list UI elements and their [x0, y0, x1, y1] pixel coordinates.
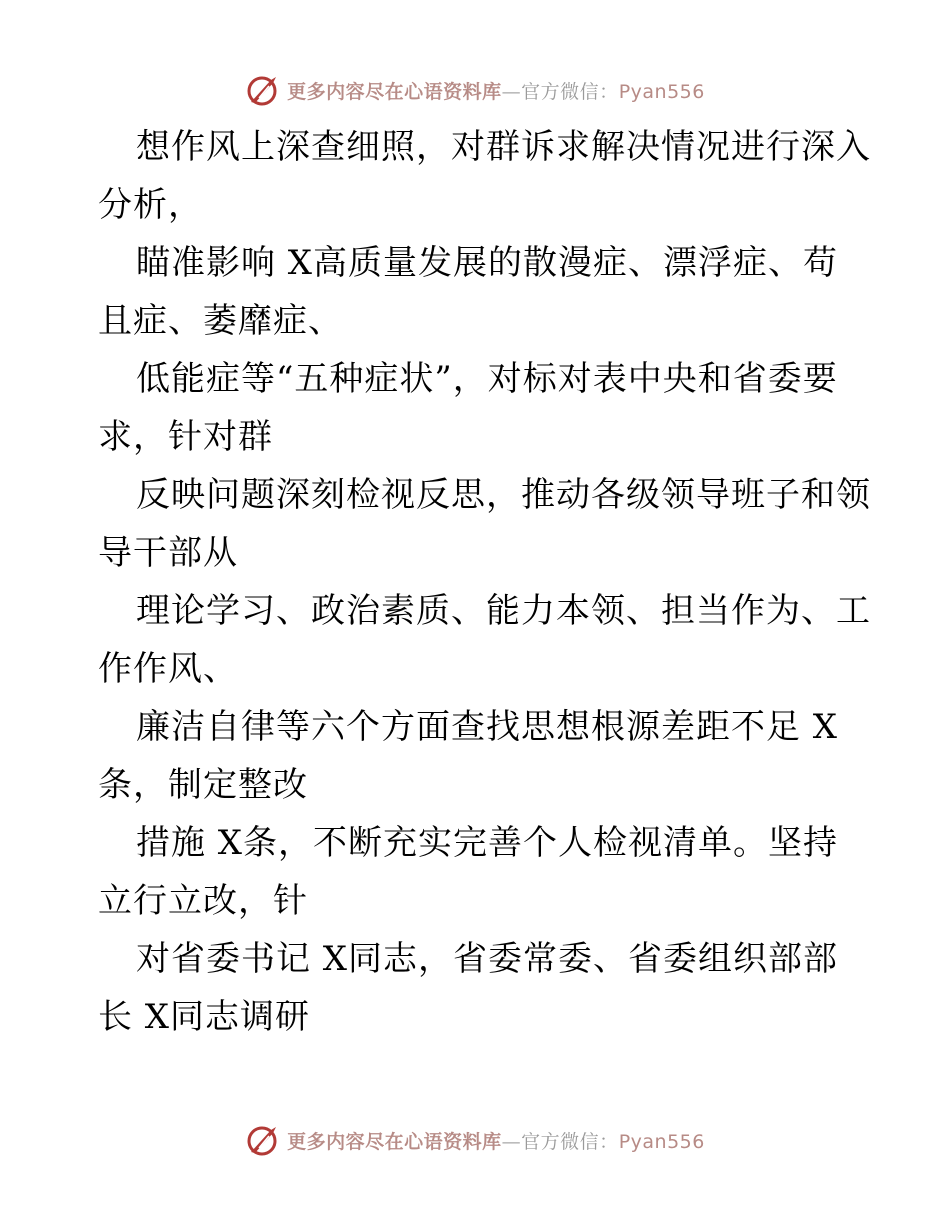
paragraph	[98, 582, 871, 698]
paragraph-continuation: 求，针对群	[98, 417, 273, 457]
paragraph-continuation: 立行立改，针	[98, 881, 308, 921]
paragraph	[98, 234, 858, 350]
paragraph-line: 措施 X条，不断充实完善个人检视清单。坚持	[136, 823, 839, 863]
paragraph-continuation: 长 X同志调研	[98, 997, 311, 1037]
paragraph-line: 想作风上深查细照，对群诉求解决情况进行深入	[136, 127, 871, 167]
paragraph-continuation: 分析，	[98, 185, 203, 225]
paragraph	[98, 814, 858, 930]
footer-watermark	[0, 1120, 950, 1160]
paragraph	[98, 930, 858, 1046]
header-watermark	[0, 70, 950, 110]
paragraph-continuation: 作作风、	[98, 649, 238, 689]
quill-pen-logo-icon	[245, 72, 281, 108]
paragraph	[98, 466, 871, 582]
watermark-official: 官方微信：	[521, 1130, 619, 1153]
paragraph	[98, 350, 858, 466]
paragraph-line: 廉洁自律等六个方面查找思想根源差距不足 X	[136, 707, 839, 747]
paragraph-continuation: 条，制定整改	[98, 765, 308, 805]
watermark-official: 官方微信：	[521, 80, 619, 103]
paragraph-continuation: 且症、萎靡症、	[98, 301, 343, 341]
document-body	[98, 118, 871, 1046]
paragraph-line: 对省委书记 X同志，省委常委、省委组织部部	[136, 939, 839, 979]
watermark-brand: 更多内容尽在心语资料库	[287, 80, 502, 103]
watermark-wechat-id: Pyan556	[618, 1130, 705, 1153]
paragraph-line: 反映问题深刻检视反思，推动各级领导班子和领	[136, 475, 871, 515]
paragraph-line: 瞄准影响 X高质量发展的散漫症、漂浮症、苟	[136, 243, 839, 283]
paragraph	[98, 698, 858, 814]
watermark-brand: 更多内容尽在心语资料库	[287, 1130, 502, 1153]
paragraph	[98, 118, 871, 234]
paragraph-line: 低能症等“五种症状”，对标对表中央和省委要	[136, 359, 838, 399]
quill-pen-logo-icon	[245, 1122, 281, 1158]
watermark-separator: —	[501, 80, 522, 103]
paragraph-line: 理论学习、政治素质、能力本领、担当作为、工	[136, 591, 871, 631]
watermark-separator: —	[501, 1130, 522, 1153]
paragraph-continuation: 导干部从	[98, 533, 238, 573]
watermark-wechat-id: Pyan556	[618, 80, 705, 103]
